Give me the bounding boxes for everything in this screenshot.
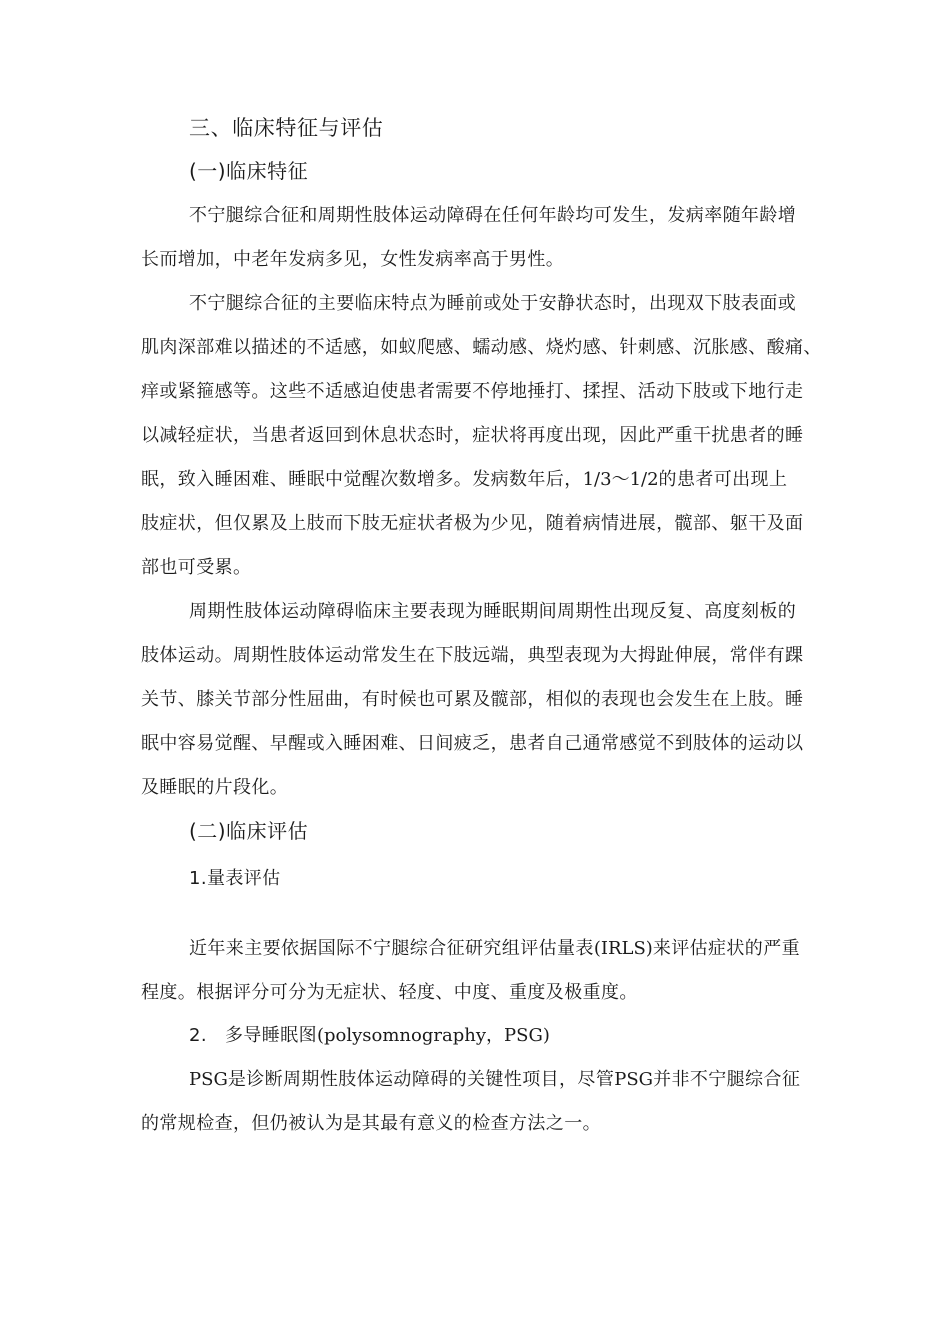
paragraph-line: 的常规检查，但仍被认为是其最有意义的检查方法之一。	[141, 1113, 601, 1134]
paragraph-line: 肢症状，但仅累及上肢而下肢无症状者极为少见，随着病情进展，髋部、躯干及面	[141, 513, 804, 534]
paragraph-line	[189, 1068, 800, 1092]
text-run: 来评估症状的严重	[652, 938, 801, 959]
paragraph-line: 关节、膝关节部分性屈曲，有时候也可累及髋部，相似的表现也会发生在上肢。睡	[141, 689, 804, 710]
paragraph-line: 长而增加，中老年发病多见，女性发病率高于男性。	[141, 249, 565, 270]
subsection-title-clinical-features: (一)临床特征	[189, 159, 309, 183]
fraction-range: 1/3～1/2	[582, 469, 659, 490]
paragraph-line: 不宁腿综合征的主要临床特点为睡前或处于安静状态时，出现双下肢表面或	[189, 293, 797, 314]
text-run: 是诊断周期性肢体运动障碍的关键性项目，尽管	[227, 1069, 615, 1090]
paragraph-line: 不宁腿综合征和周期性肢体运动障碍在任何年龄均可发生，发病率随年龄增	[189, 205, 797, 226]
paragraph-line: 肌肉深部难以描述的不适感，如蚁爬感、蠕动感、烧灼感、针刺感、沉胀感、酸痛、	[141, 337, 822, 358]
paragraph-line: 程度。根据评分可分为无症状、轻度、中度、重度及极重度。	[141, 982, 638, 1003]
abbreviation-irls: (IRLS)	[593, 938, 653, 959]
text-run: 近年来主要依据国际不宁腿综合征研究组评估量表	[189, 938, 594, 959]
text-run: 多导睡眠图	[224, 1025, 317, 1046]
abbreviation-psg: PSG	[189, 1069, 228, 1090]
abbreviation-psg: PSG	[614, 1069, 654, 1090]
paragraph-line: 肢体运动。周期性肢体运动常发生在下肢远端，典型表现为大拇趾伸展，常伴有踝	[141, 645, 804, 666]
text-run: 的患者可出现上	[658, 469, 788, 490]
item-title-scale-assessment: 1.量表评估	[189, 868, 281, 889]
section-title: 三、临床特征与评估	[189, 116, 384, 140]
paragraph-line: 部也可受累。	[141, 557, 252, 578]
paragraph-line: 痒或紧箍感等。这些不适感迫使患者需要不停地捶打、揉捏、活动下肢或下地行走	[141, 381, 804, 402]
subsection-title-clinical-assessment: (二)临床评估	[189, 819, 309, 843]
paragraph-line: 眠中容易觉醒、早醒或入睡困难、日间疲乏，患者自己通常感觉不到肢体的运动以	[141, 733, 804, 754]
paragraph-line	[141, 468, 787, 492]
paragraph-line: 及睡眠的片段化。	[141, 777, 289, 798]
item-number: 2.	[189, 1025, 207, 1046]
text-run: 并非不宁腿综合征	[653, 1069, 801, 1090]
abbreviation-psg: (polysomnography，PSG)	[316, 1025, 550, 1046]
paragraph-line: 周期性肢体运动障碍临床主要表现为睡眠期间周期性出现反复、高度刻板的	[189, 601, 797, 622]
paragraph-line	[189, 937, 800, 961]
paragraph-line: 以减轻症状，当患者返回到休息状态时，症状将再度出现，因此严重干扰患者的睡	[141, 425, 804, 446]
item-title-psg	[189, 1024, 550, 1048]
text-run: 眠，致入睡困难、睡眠中觉醒次数增多。发病数年后，	[141, 469, 583, 490]
